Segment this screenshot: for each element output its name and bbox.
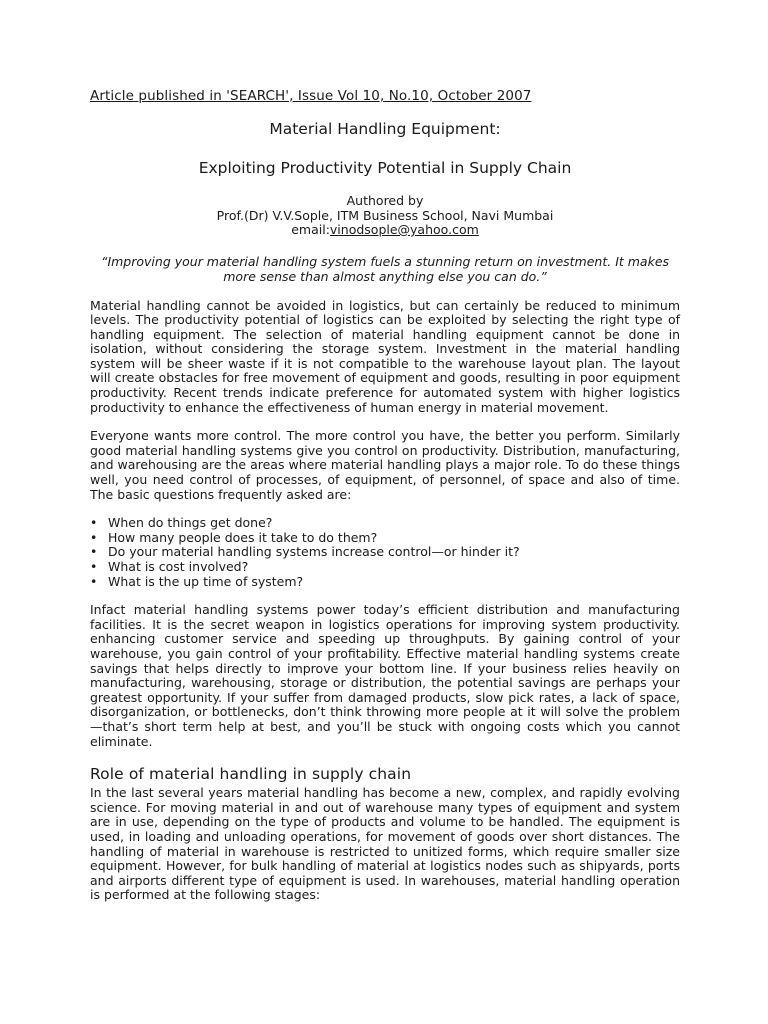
list-item [90,545,680,560]
bullet-icon: • [90,573,98,589]
list-item [90,516,680,531]
list-item [90,560,680,575]
author-email-line [90,223,680,238]
document-page [90,88,680,917]
publication-line: Article published in 'SEARCH', Issue Vol 10, No.10, October 2007 [90,88,532,104]
list-item-text: When do things get done? [108,515,273,531]
list-item-text: Do your material handling systems increase control—or hinder it? [108,544,520,560]
bullet-icon: • [90,529,98,545]
author-name: Prof.(Dr) V.V.Sople, ITM Business School, Navi Mumbai [216,207,554,223]
pull-quote: “Improving your material handling system fuels a stunning return on investment. It makes more sense than almost anything else you can do.” [100,253,670,284]
question-list [90,516,680,589]
list-item [90,531,680,546]
list-item-text: What is the up time of system? [108,573,304,589]
list-item-text: How many people does it take to do them? [108,529,378,545]
body-paragraph-2: Everyone wants more control. The more control you have, the better you perform. Similarly good material handling systems give you control on productivity. Distribution, manufacturing, and warehousing are the areas where material handling plays a major role. To do these things well, you need control of processes, of equipment, of personnel, of space and also of time. The basic questions frequently asked are: [90,428,680,502]
authored-by-label: Authored by [346,193,424,208]
section-paragraph: In the last several years material handling has become a new, complex, and rapidly evolving science. For moving material in and out of warehouse many types of equipment and system are in use, depending on the type of products and volume to be handled. The equipment is used, in loading and unloading operations, for movement of goods over short distances. The handling of material in warehouse is restricted to unitized forms, which require smaller size equipment. However, for bulk handling of material at logistics nodes such as shipyards, ports and airports different type of equipment is used. In warehouses, material handling operation is performed at the following stages: [90,785,680,903]
list-item-text: What is cost involved? [108,559,249,574]
document-title: Material Handling Equipment: [269,120,501,138]
document-subtitle: Exploiting Productivity Potential in Supply Chain [198,159,572,177]
list-item [90,575,680,590]
body-paragraph-3: Infact material handling systems power today’s efficient distribution and manufacturing facilities. It is the secret weapon in logistics operations for improving system productivity. enhancing customer service and speeding up throughputs. By gaining control of your warehouse, you gain control of your profitability. Effective material handling systems create savings that helps directly to improve your bottom line. If your business relies heavily on manufacturing, warehousing, storage or distribution, the potential savings are perhaps your greatest opportunity. If your suffer from damaged products, slow pick rates, a lack of space, disorganization, or bottlenecks, don’t think throwing more people at it will solve the problem—that’s short term help at best, and you’ll be stuck with ongoing costs which you cannot eliminate. [90,602,680,749]
email-label: email: [291,222,330,237]
bullet-icon: • [90,559,98,574]
section-heading: Role of material handling in supply chain [90,765,412,784]
bullet-icon: • [90,515,98,531]
author-block [90,194,680,238]
author-email-link[interactable]: vinodsople@yahoo.com [329,222,479,237]
bullet-icon: • [90,544,98,560]
body-paragraph-1: Material handling cannot be avoided in logistics, but can certainly be reduced to minimum levels. The productivity potential of logistics can be exploited by selecting the right type of handling equipment. The selection of material handling equipment cannot be done in isolation, without considering the storage system. Investment in the material handling system will be sheer waste if it is not compatible to the warehouse layout plan. The layout will create obstacles for free movement of equipment and goods, resulting in poor equipment productivity. Recent trends indicate preference for automated system with higher logistics productivity to enhance the effectiveness of human energy in material movement. [90,297,680,415]
